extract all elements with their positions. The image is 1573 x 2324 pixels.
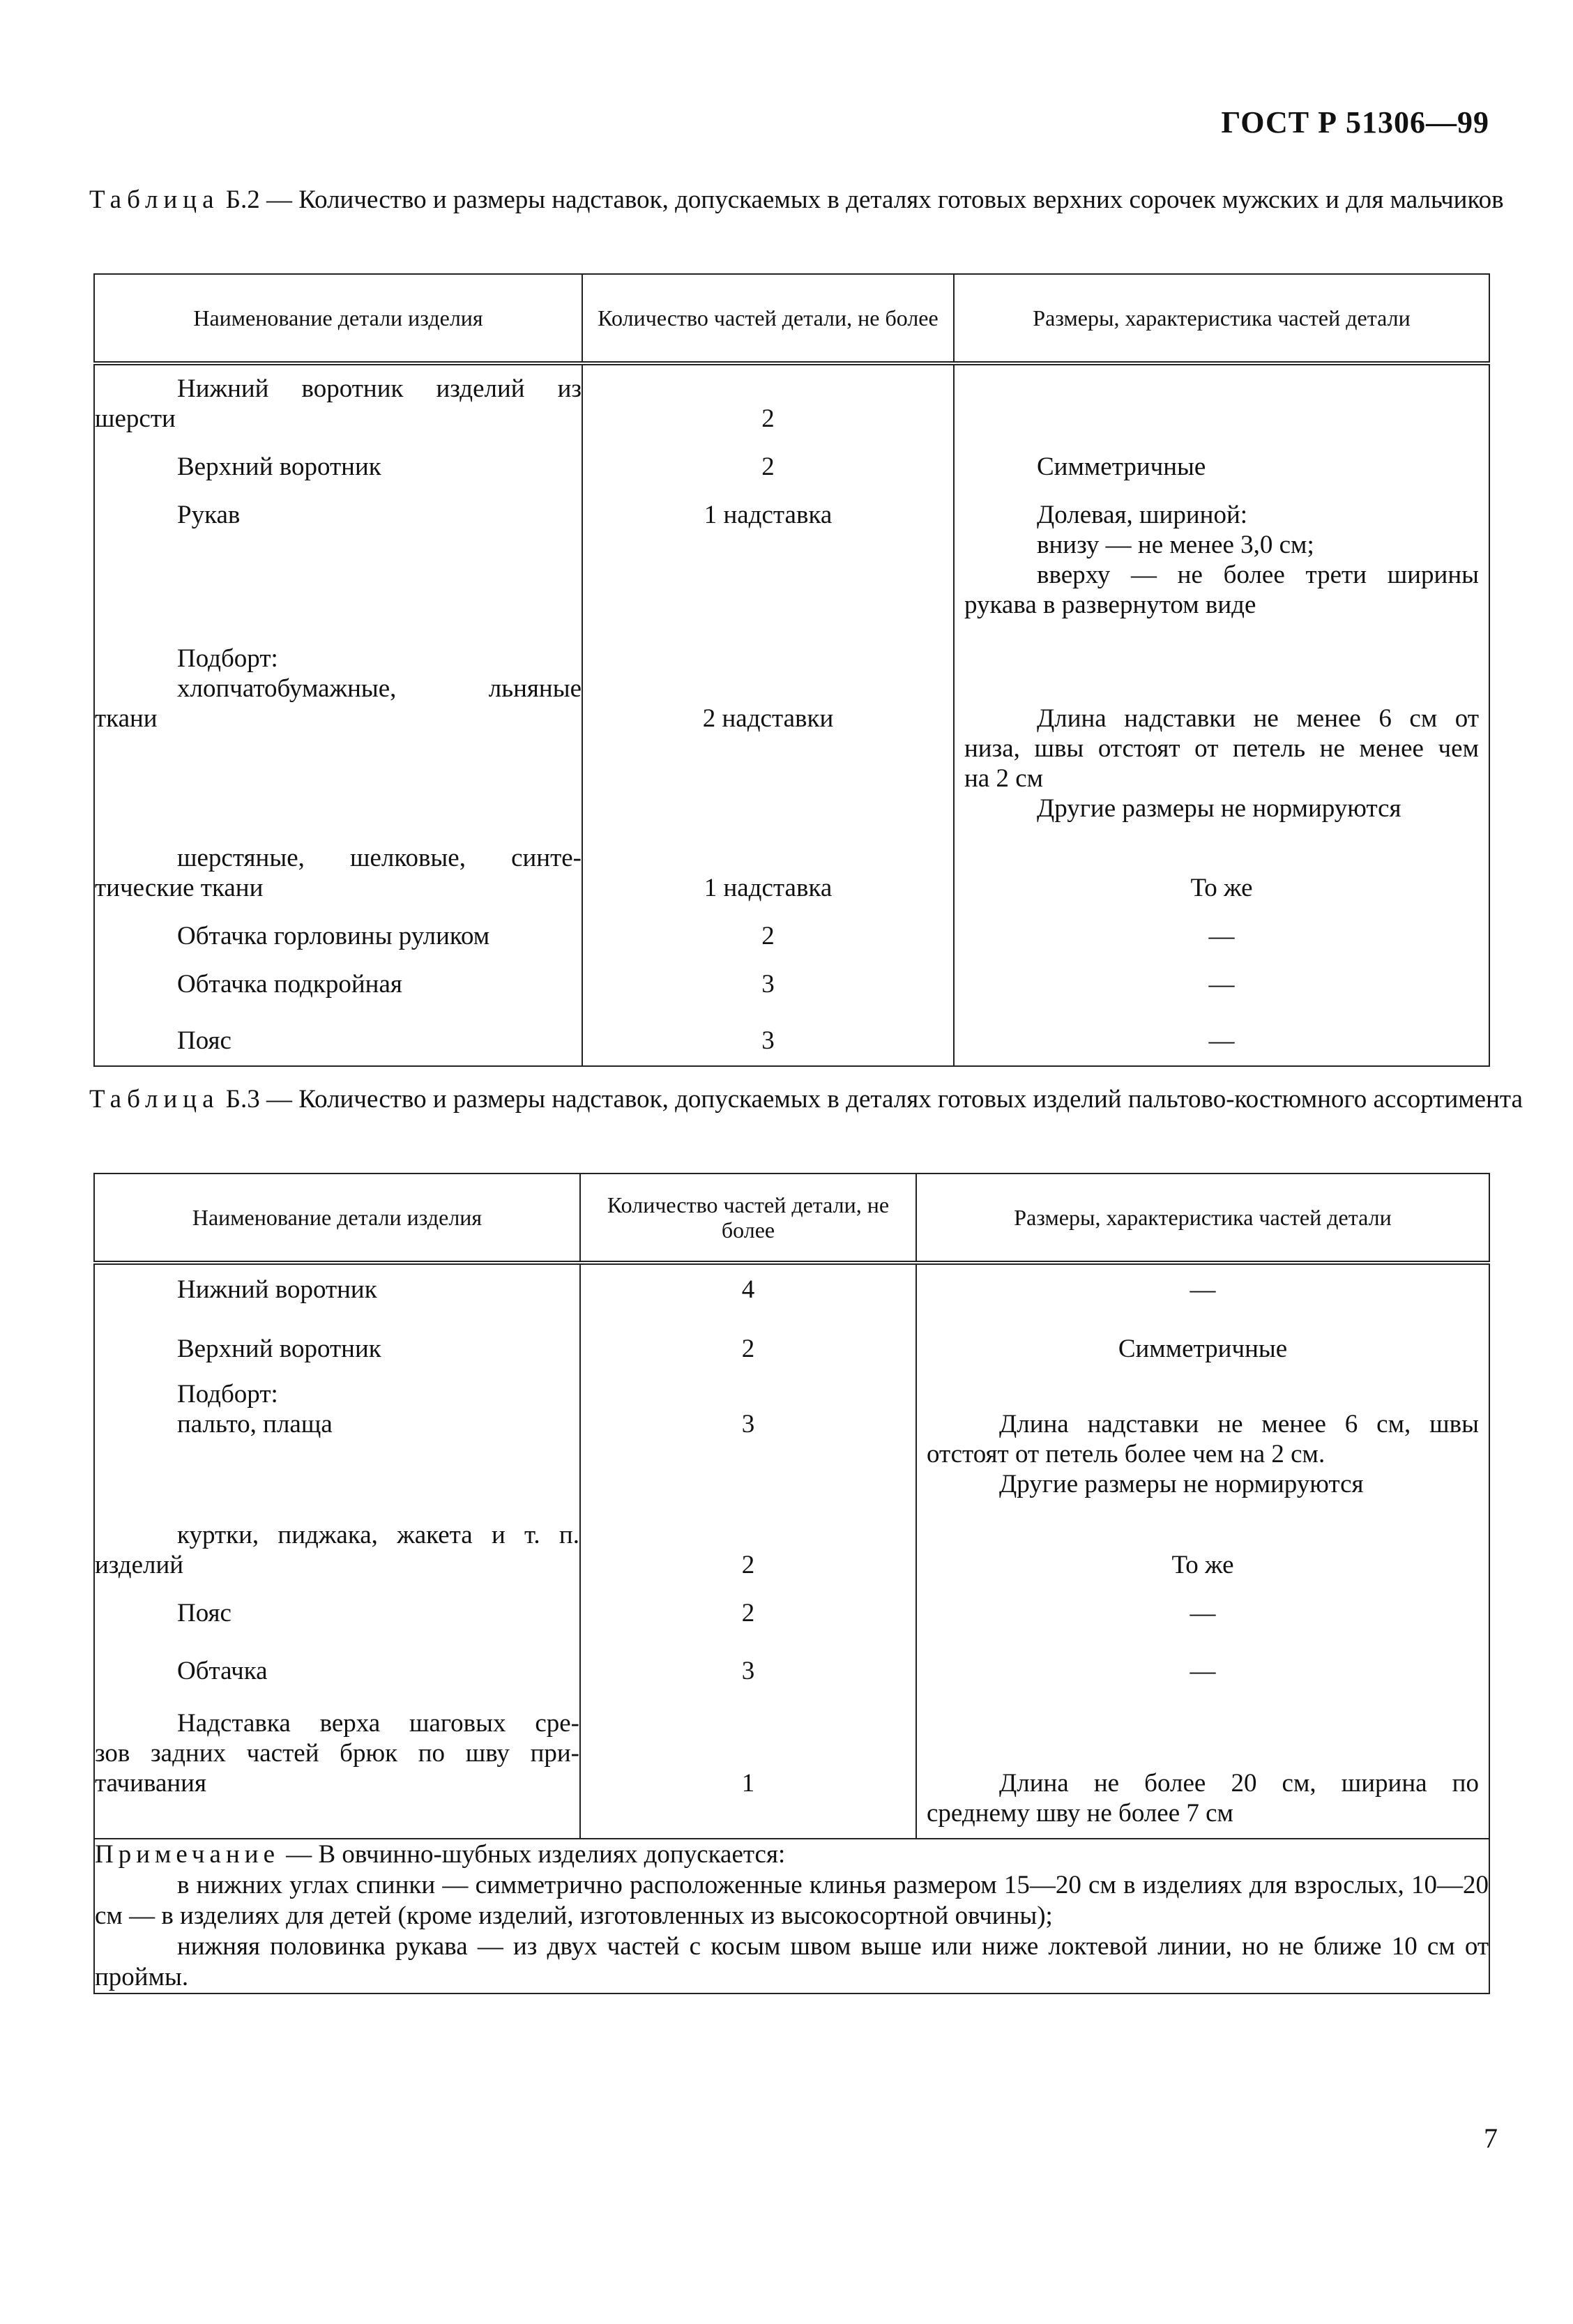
- row-qty: 3: [582, 951, 954, 999]
- row-desc-line: отстоят от петель более чем на 2 см.: [927, 1440, 1325, 1468]
- row-name-line: Подборт:: [177, 644, 278, 673]
- row-name-line: ткани: [95, 704, 158, 733]
- row-desc: То же: [916, 1499, 1489, 1580]
- row-desc-line: рукава в развернутом виде: [964, 591, 1256, 619]
- row-name-line: Подборт:: [177, 1380, 278, 1408]
- row-qty: 3: [582, 999, 954, 1066]
- column-header-part-count: Количество частей детали, не более: [580, 1174, 916, 1263]
- row-desc: Симметричные: [916, 1305, 1489, 1364]
- row-name-line: шерстяные, шелковые, синте-: [177, 844, 582, 872]
- row-desc-line: низа, швы отстоят от петель не менее чем: [964, 734, 1479, 763]
- row-desc-line: внизу — не менее 3,0 см;: [1037, 531, 1314, 559]
- note-item: нижняя половинка рукава — из двух частей с косым швом выше или ниже локтевой линии, но не ближе 10 см от проймы.: [95, 1932, 1489, 1991]
- row-name-line: хлопчатобумажные, льняные: [177, 674, 582, 703]
- row-name-line: Нижний воротник: [177, 1275, 377, 1304]
- document-standard-number: ГОСТ Р 51306—99: [1221, 105, 1489, 139]
- row-qty: 1 надставка: [582, 823, 954, 903]
- row-desc-line: среднему шву не более 7 см: [927, 1799, 1233, 1828]
- row-desc-line: Симметричные: [1037, 453, 1206, 481]
- table-b3-caption-label: Таблица: [89, 1085, 220, 1114]
- row-name-line: Обтачка: [177, 1657, 268, 1685]
- table-b2-caption: [89, 185, 1573, 215]
- row-name-line: куртки, пиджака, жакета и т. п.: [177, 1521, 579, 1549]
- table-b2-caption-text: — Количество и размеры надставок, допускаемых в деталях готовых верхних сорочек мужских и для мальчиков: [259, 185, 1504, 214]
- table-b3-caption-number: Б.3: [225, 1085, 260, 1114]
- row-name-line: Надставка верха шаговых сре-: [177, 1709, 579, 1738]
- row-desc-line: вверху — не более трети ширины: [1037, 561, 1479, 589]
- row-qty: 1: [580, 1686, 916, 1839]
- row-name-line: зов задних частей брюк по шву при-: [95, 1739, 579, 1768]
- table-row: [94, 620, 1489, 823]
- column-header-part-name: Наименование детали изделия: [94, 274, 582, 363]
- row-desc-line: Длина надставки не менее 6 см, швы: [999, 1410, 1479, 1438]
- row-desc: —: [954, 999, 1489, 1066]
- table-row: [94, 1628, 1489, 1686]
- table-row: [94, 482, 1489, 620]
- row-name-line: Верхний воротник: [177, 453, 381, 481]
- row-desc: —: [954, 903, 1489, 951]
- table-row: [94, 1580, 1489, 1628]
- table-b3-caption-text: — Количество и размеры надставок, допускаемых в деталях готовых изделий пальтово-костюмного ассортимента: [259, 1085, 1523, 1114]
- row-desc: —: [916, 1263, 1489, 1305]
- table-row: [94, 823, 1489, 903]
- row-desc: То же: [954, 823, 1489, 903]
- row-name-line: Нижний воротник изделий из: [177, 374, 582, 403]
- row-qty: 3: [580, 1364, 916, 1499]
- row-name-line: Обтачка горловины руликом: [177, 922, 490, 950]
- row-qty: 3: [580, 1628, 916, 1686]
- table-note: [94, 1839, 1489, 1993]
- table-b2-caption-number: Б.2: [225, 185, 260, 214]
- table-b2: [93, 273, 1490, 1067]
- table-row: [94, 1364, 1489, 1499]
- table-row: [94, 1305, 1489, 1364]
- note-intro: — В овчинно-шубных изделиях допускается:: [280, 1840, 786, 1869]
- row-name-line: тачивания: [95, 1769, 206, 1798]
- row-qty: 2: [582, 363, 954, 434]
- row-desc-line: на 2 см: [964, 764, 1044, 793]
- row-desc: —: [916, 1580, 1489, 1628]
- row-desc-line: Другие размеры не нормируются: [999, 1470, 1364, 1498]
- note-label: Примечание: [95, 1840, 280, 1869]
- table-row: [94, 1263, 1489, 1305]
- note-item: в нижних углах спинки — симметрично расположенные клинья размером 15—20 см в изделиях для взрослых, 10—20 см — в изделиях для детей (кроме изделий, изготовленных из высокосортной овчины);: [95, 1871, 1489, 1930]
- column-header-part-count: Количество частей детали, не более: [582, 274, 954, 363]
- row-qty: 2: [580, 1305, 916, 1364]
- row-qty: 2: [580, 1499, 916, 1580]
- row-qty: 2: [582, 903, 954, 951]
- row-name-line: Пояс: [177, 1026, 231, 1055]
- table-row: [94, 903, 1489, 951]
- row-name-line: Верхний воротник: [177, 1335, 381, 1363]
- table-row: [94, 363, 1489, 434]
- table-b2-caption-label: Таблица: [89, 185, 220, 214]
- row-qty: 4: [580, 1263, 916, 1305]
- table-row: [94, 1686, 1489, 1839]
- row-desc: —: [916, 1628, 1489, 1686]
- column-header-part-size: Размеры, характеристика частей детали: [916, 1174, 1489, 1263]
- table-row: [94, 434, 1489, 482]
- row-name-line: Обтачка подкройная: [177, 970, 402, 998]
- row-desc-line: Другие размеры не нормируются: [1037, 794, 1401, 823]
- row-qty: 1 надставка: [582, 482, 954, 620]
- row-name-line: изделий: [95, 1551, 184, 1579]
- row-desc-line: Длина не более 20 см, ширина по: [999, 1769, 1479, 1798]
- row-name-line: Пояс: [177, 1599, 231, 1627]
- row-name-line: Рукав: [177, 501, 241, 529]
- table-b3-caption: [89, 1084, 1573, 1115]
- row-desc: —: [954, 951, 1489, 999]
- table-row: [94, 999, 1489, 1066]
- row-desc-line: Долевая, шириной:: [1037, 501, 1248, 529]
- row-name-line: пальто, плаща: [177, 1410, 333, 1438]
- row-qty: 2: [582, 434, 954, 482]
- table-note-row: [94, 1839, 1489, 1993]
- row-qty: 2 надставки: [582, 620, 954, 823]
- row-desc-line: Длина надставки не менее 6 см от: [1037, 704, 1479, 733]
- table-b3: [93, 1173, 1490, 1994]
- table-b3-header-row: [94, 1174, 1489, 1263]
- row-name-line: тические ткани: [95, 874, 264, 902]
- page-number: 7: [1484, 2122, 1498, 2154]
- row-name-line: шерсти: [95, 404, 176, 433]
- column-header-part-size: Размеры, характеристика частей детали: [954, 274, 1489, 363]
- column-header-part-name: Наименование детали изделия: [94, 1174, 580, 1263]
- table-b2-header-row: [94, 274, 1489, 363]
- row-qty: 2: [580, 1580, 916, 1628]
- table-row: [94, 951, 1489, 999]
- table-row: [94, 1499, 1489, 1580]
